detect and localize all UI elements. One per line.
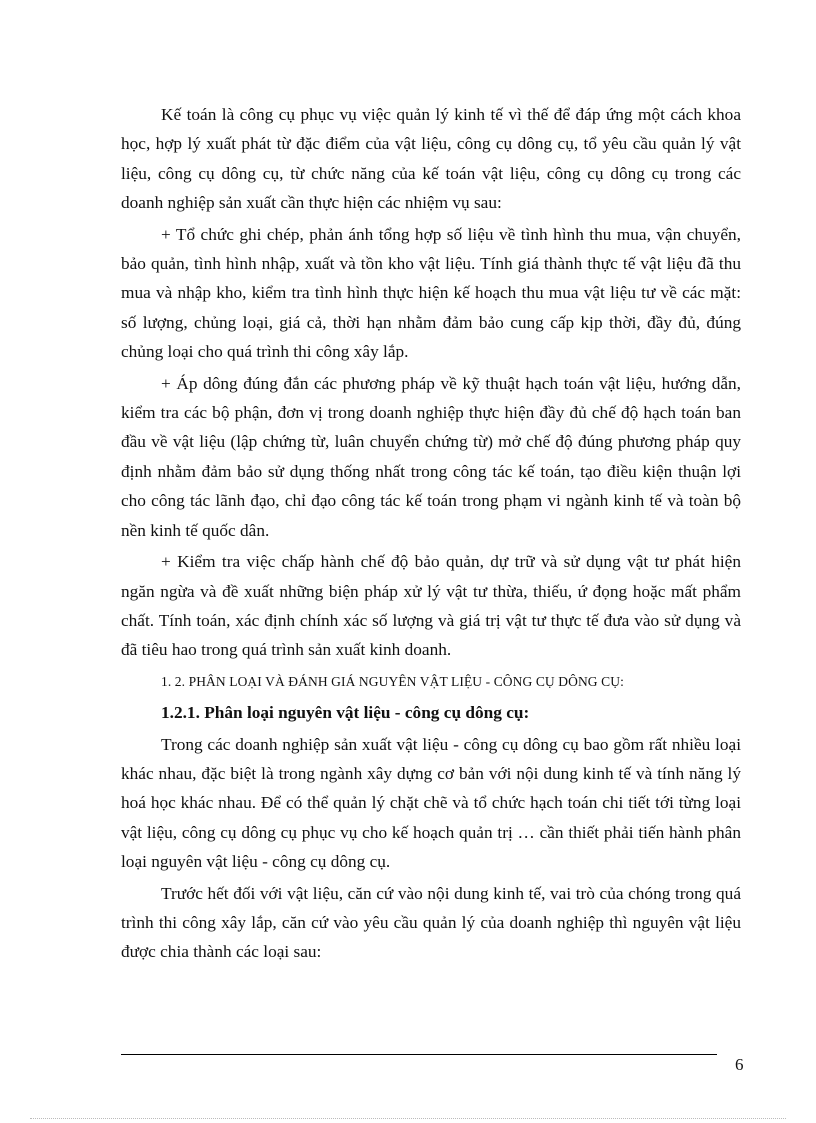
page-number: 6 <box>735 1055 744 1074</box>
paragraph-materials: Trước hết đối với vật liệu, căn cứ vào nội dung kinh tế, vai trò của chóng trong quá trình thi công xây lắp, căn cứ vào yêu cầu quản lý của doanh nghiệp thì nguyên vật liệu được chia thành các loại sau: <box>121 883 741 962</box>
section-heading: 1. 2. PHÂN LOẠI VÀ ĐÁNH GIÁ NGUYÊN VẬT LIỆU - CÔNG CỤ DÔNG CỤ: <box>161 673 624 689</box>
footer-divider <box>121 1054 717 1055</box>
page-edge-border <box>30 1118 786 1119</box>
paragraph-task-3: + Kiểm tra việc chấp hành chế độ bảo quản, dự trữ và sử dụng vật tư phát hiện ngăn ngừa và đề xuất những biện pháp xử lý vật tư thừa, thiếu, ứ đọng hoặc mất phẩm chất. Tính toán, xác định chính xác số lượng và giá trị vật tư thực tế đưa vào sử dụng và đã tiêu hao trong quá trình sản xuất kinh doanh. <box>121 552 741 660</box>
paragraph-task-2: + Áp dông đúng đắn các phương pháp về kỹ thuật hạch toán vật liệu, hướng dẫn, kiểm tra các bộ phận, đơn vị trong doanh nghiệp thực hiện đầy đủ chế độ hạch toán ban đầu về vật liệu (lập chứng từ, luân chuyển chứng từ) mở chế độ đúng phương pháp quy định nhằm đảm bảo sử dụng thống nhất trong công tác kế toán, tạo điều kiện thuận lợi cho công tác lãnh đạo, chỉ đạo công tác kế toán trong phạm vi ngành kinh tế và toàn bộ nền kinh tế quốc dân. <box>121 373 741 540</box>
paragraph-task-1: + Tổ chức ghi chép, phản ánh tổng hợp số liệu về tình hình thu mua, vận chuyển, bảo quản, tình hình nhập, xuất và tồn kho vật liệu. Tính giá thành thực tế vật liệu đã thu mua và nhập kho, kiểm tra tình hình thực hiện kế hoạch thu mua vật liệu tư về các mặt: số lượng, chủng loại, giá cả, thời hạn nhằm đảm bảo cung cấp kịp thời, đầy đủ, đúng chủng loại cho quá trình thi công xây lắp. <box>121 224 741 362</box>
subsection-heading: 1.2.1. Phân loại nguyên vật liệu - công cụ dông cụ: <box>161 703 530 723</box>
paragraph-intro: Kế toán là công cụ phục vụ việc quản lý kinh tế vì thế để đáp ứng một cách khoa học, hợp lý xuất phát từ đặc điểm của vật liệu, công cụ dông cụ, tổ yêu cầu quản lý vật liệu, công cụ dông cụ, từ chức năng của kế toán vật liệu, công cụ dông cụ trong các doanh nghiệp sản xuất cần thực hiện các nhiệm vụ sau: <box>121 105 741 213</box>
paragraph-classification: Trong các doanh nghiệp sản xuất vật liệu - công cụ dông cụ bao gồm rất nhiều loại khác nhau, đặc biệt là trong ngành xây dựng cơ bản với nội dung kinh tế và tính năng lý hoá học khác nhau. Để có thể quản lý chặt chẽ và tổ chức hạch toán chi tiết tới từng loại vật liệu, công cụ dông cụ phục vụ cho kế hoạch quản trị … cần thiết phải tiến hành phân loại nguyên vật liệu - công cụ dông cụ. <box>121 734 741 872</box>
page-body <box>121 100 741 967</box>
